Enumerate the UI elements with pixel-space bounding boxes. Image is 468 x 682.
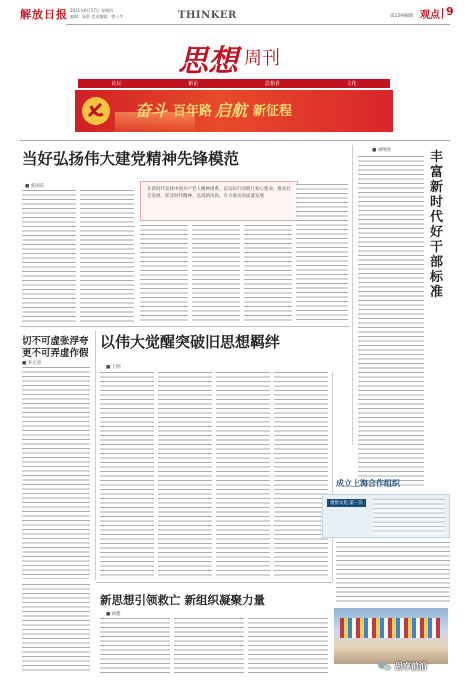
bottom-headline: 新思想引领救亡 新组织凝聚力量 bbox=[100, 593, 266, 607]
left-headline-2: 更不可弄虚作假 bbox=[22, 348, 89, 359]
lead-body-col-1 bbox=[22, 190, 76, 323]
lead-body-col-3 bbox=[140, 225, 188, 323]
left-headline-1: 切不可虚张浮夸 bbox=[22, 336, 89, 347]
column-divider bbox=[95, 330, 96, 580]
edition-info-1: 2021年6月17日 星期四 bbox=[70, 8, 114, 13]
edition-info-2: 编辑：朱珉 美术编辑：曾子芊 bbox=[70, 14, 124, 19]
lead-body-col-2 bbox=[80, 190, 134, 323]
banner-text-1: 奋斗 bbox=[135, 101, 168, 120]
flag-row bbox=[340, 618, 440, 638]
banner-text-2: 百年路 bbox=[173, 104, 213, 119]
nav-item: 文化 bbox=[346, 81, 357, 87]
masthead-rule bbox=[66, 24, 450, 25]
lead-body-col-4 bbox=[192, 225, 240, 323]
mid-body-col-4 bbox=[274, 372, 328, 579]
nav-item: 新论 bbox=[188, 81, 199, 87]
watermark bbox=[378, 660, 427, 672]
section-cn: 观点 bbox=[420, 10, 440, 21]
bottom-body-col-2 bbox=[174, 618, 244, 674]
box-title: 成立上海合作组织 bbox=[336, 479, 400, 488]
box-card bbox=[322, 494, 450, 538]
side-headline: 丰富新时代好干部标准 bbox=[430, 150, 444, 300]
weekly-title-script: 思想 bbox=[178, 44, 238, 79]
side-author: ■ 刘纯亮 bbox=[372, 148, 392, 153]
party-emblem-icon bbox=[81, 96, 111, 126]
weekly-title bbox=[178, 36, 298, 79]
newspaper-logo: 解放日报 bbox=[20, 8, 68, 21]
left-body bbox=[22, 367, 90, 579]
lead-body-col-5 bbox=[244, 225, 292, 323]
banner-rule bbox=[20, 140, 450, 141]
mid-headline: 以伟大觉醒突破旧思想羁绊 bbox=[100, 333, 281, 351]
centenary-banner bbox=[75, 90, 393, 132]
bottom-body-col-1 bbox=[100, 618, 170, 674]
mid-body-col-1 bbox=[100, 372, 154, 579]
nav-item: 论坛 bbox=[111, 81, 122, 87]
mid-body-col-3 bbox=[216, 372, 270, 579]
page-number: 9 bbox=[446, 5, 454, 18]
side-body-col-1 bbox=[358, 156, 424, 486]
mid-body-col-2 bbox=[158, 372, 212, 579]
watermark-text: 思享前沿 bbox=[395, 661, 427, 671]
bottom-author: ■ 孙建 bbox=[106, 612, 121, 617]
lead-author: ■ 张国庆 bbox=[25, 184, 45, 189]
box-photo bbox=[334, 608, 448, 664]
left-body-bottom bbox=[22, 584, 90, 674]
banner-text-4: 新征程 bbox=[253, 104, 293, 119]
section-nav bbox=[78, 79, 390, 88]
banner-text-3: 启航 bbox=[215, 101, 248, 120]
column-divider bbox=[352, 145, 353, 445]
box-tag-text bbox=[373, 499, 445, 535]
section-en: THINKER bbox=[178, 10, 237, 21]
bottom-body-col-3 bbox=[248, 618, 328, 674]
lead-headline: 当好弘扬伟大建党精神先锋模范 bbox=[22, 150, 240, 168]
weekly-title-text: 周刊 bbox=[244, 48, 280, 69]
column-divider bbox=[332, 372, 333, 582]
nav-item: 思想者 bbox=[264, 81, 280, 87]
section-rule-2 bbox=[96, 582, 332, 583]
page-divider bbox=[442, 8, 443, 19]
lead-pullquote: 在新时代发扬中国共产党人精神谱系，以实际行动践行初心使命，推动社会发展，彰显时代精神，弘扬新风尚，有力推动高质量发展 bbox=[140, 181, 298, 221]
lead-body-col-6 bbox=[296, 184, 348, 323]
section-rule-1 bbox=[20, 326, 350, 327]
mid-author: ■ 王明 bbox=[106, 365, 121, 370]
wechat-icon bbox=[378, 660, 392, 672]
box-body bbox=[336, 542, 450, 604]
box-tag: 观察文化·第一次 bbox=[327, 499, 366, 507]
page-number-info: 第22998期 bbox=[390, 14, 414, 19]
left-author: ■ 李元涛 bbox=[22, 361, 42, 366]
masthead bbox=[0, 0, 468, 34]
